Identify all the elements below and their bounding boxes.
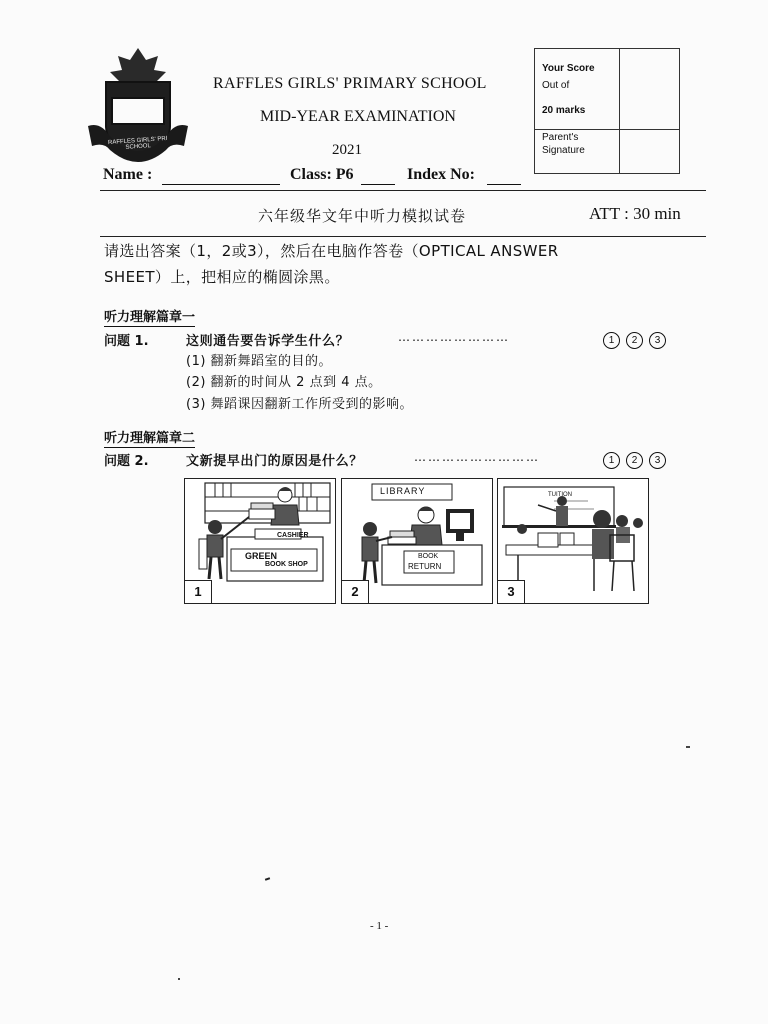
shop-sign-line-2: BOOK SHOP (265, 561, 308, 568)
index-label: Index No: (407, 166, 476, 183)
name-field[interactable] (162, 183, 280, 185)
return-sign-line-2: RETURN (408, 562, 442, 571)
time-allowed: ATT : 30 min (589, 204, 681, 223)
library-sign: LIBRARY (380, 486, 426, 496)
divider-bottom (100, 236, 706, 237)
choice-1[interactable]: 1 (603, 332, 620, 349)
option-2: (2) 翻新的时间从 2 点到 4 点。 (186, 375, 382, 390)
question-1-text: 这则通告要告诉学生什么？ (186, 334, 350, 349)
index-field[interactable] (487, 183, 521, 185)
option-3: (3) 舞蹈课因翻新工作所受到的影响。 (186, 397, 414, 412)
scan-speck (178, 978, 180, 980)
choice-3[interactable]: 3 (649, 452, 666, 469)
score-field[interactable] (621, 51, 677, 127)
exam-year: 2021 (332, 142, 362, 158)
page-number: - 1 - (370, 920, 389, 932)
question-2-choices (597, 448, 666, 469)
signature-field[interactable] (621, 131, 677, 171)
class-field[interactable] (361, 183, 395, 185)
picture-library (341, 478, 493, 604)
your-score-label: Your Score (542, 63, 595, 74)
option-1: (1) 翻新舞蹈室的目的。 (186, 354, 333, 369)
crest-motto: RAFFLES GIRLS' PRI SCHOOL (107, 135, 168, 151)
tuition-sign: TUITION (548, 492, 572, 498)
instruction-line-1: 请选出答案（1，2或3），然后在电脑作答卷（OPTICAL ANSWER (104, 242, 559, 260)
choice-1[interactable]: 1 (603, 452, 620, 469)
signature-label: Signature (542, 145, 585, 156)
total-marks: 20 marks (542, 105, 586, 116)
school-name: RAFFLES GIRLS' PRIMARY SCHOOL (213, 75, 487, 92)
divider-top (100, 190, 706, 191)
out-of-label: Out of (542, 80, 570, 91)
question-1-label: 问题 1. (104, 334, 149, 349)
exam-title: MID-YEAR EXAMINATION (260, 108, 456, 125)
return-sign-line-1: BOOK (418, 553, 439, 560)
picture-number: 3 (498, 580, 525, 603)
question-2-text: 文新提早出门的原因是什么？ (186, 454, 363, 469)
parents-label: Parent's (542, 132, 579, 143)
choice-2[interactable]: 2 (626, 332, 643, 349)
picture-bookshop (184, 478, 336, 604)
picture-number: 1 (185, 580, 212, 603)
scan-speck (265, 877, 270, 881)
choice-3[interactable]: 3 (649, 332, 666, 349)
choice-2[interactable]: 2 (626, 452, 643, 469)
question-1-choices (597, 328, 666, 349)
paper-title: 六年级华文年中听力模拟试卷 (258, 207, 467, 225)
class-label: Class: P6 (290, 166, 354, 183)
question-2-label: 问题 2. (104, 454, 149, 469)
school-crest (86, 46, 190, 170)
instruction-line-2: SHEET）上，把相应的椭圆涂黑。 (104, 268, 340, 286)
score-box (534, 48, 680, 174)
section-1-heading: 听力理解篇章一 (104, 306, 195, 327)
picture-tuition (497, 478, 649, 604)
question-1-leader: …………………… (398, 330, 510, 344)
shop-sign-line-1: GREEN (245, 551, 278, 561)
picture-number: 2 (342, 580, 369, 603)
name-label: Name : (103, 166, 153, 183)
cashier-sign: CASHIER (277, 532, 309, 539)
section-2-heading: 听力理解篇章二 (104, 427, 195, 448)
question-2-leader: ……………………… (414, 450, 540, 464)
scan-speck (686, 746, 690, 748)
